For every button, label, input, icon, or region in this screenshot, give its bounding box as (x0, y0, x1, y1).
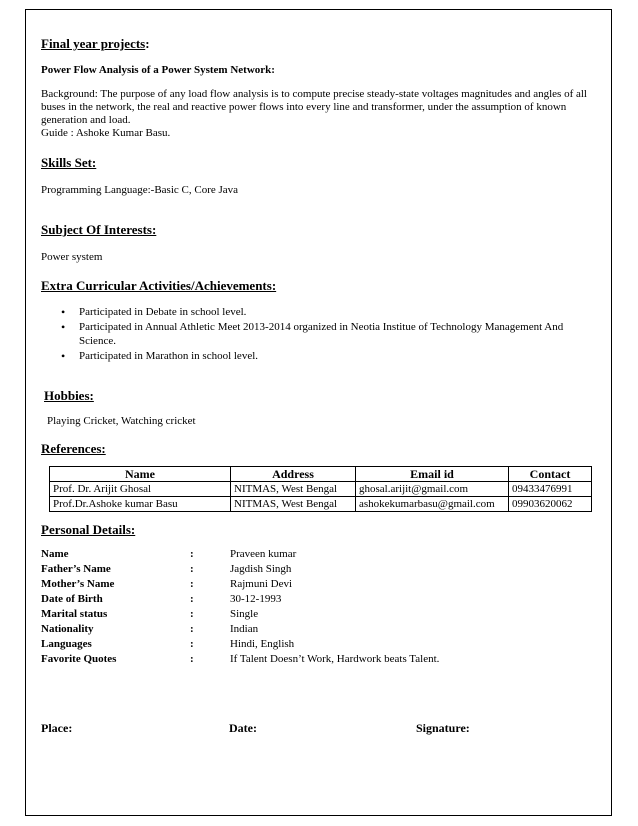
personal-label: Nationality (41, 623, 94, 635)
reference-email: ghosal.arijit@gmail.com (356, 482, 509, 497)
date-label: Date: (229, 721, 257, 735)
reference-name: Prof.Dr.Ashoke kumar Basu (50, 497, 231, 512)
separator: : (190, 653, 194, 665)
interests-text: Power system (41, 251, 103, 263)
personal-value: Praveen kumar (230, 548, 297, 560)
personal-value: 30-12-1993 (230, 593, 282, 605)
skills-text: Programming Language:-Basic C, Core Java (41, 184, 239, 196)
personal-value: Rajmuni Devi (230, 578, 293, 590)
personal-label: Marital status (41, 608, 108, 620)
separator: : (190, 593, 194, 605)
hobbies-heading: Hobbies: (44, 388, 94, 403)
column-header: Contact (509, 467, 592, 482)
list-item: • Participated in Marathon in school level. (41, 350, 596, 364)
reference-name: Prof. Dr. Arijit Ghosal (50, 482, 231, 497)
skills-heading: Skills Set: (41, 155, 97, 170)
activities-list (41, 306, 596, 365)
references-table (49, 466, 592, 512)
personal-label: Date of Birth (41, 593, 103, 605)
reference-email: ashokekumarbasu@gmail.com (356, 497, 509, 512)
table-row (50, 497, 592, 512)
separator: : (190, 623, 194, 635)
hobbies-text: Playing Cricket, Watching cricket (47, 415, 196, 427)
list-item: • Participated in Debate in school level. (41, 306, 596, 320)
table-row (50, 482, 592, 497)
personal-heading: Personal Details: (41, 522, 136, 537)
personal-label: Mother’s Name (41, 578, 115, 590)
personal-label: Favorite Quotes (41, 653, 117, 665)
column-header: Email id (356, 467, 509, 482)
personal-label: Languages (41, 638, 92, 650)
projects-heading: Final year projects: (41, 36, 150, 51)
references-heading: References: (41, 441, 106, 456)
personal-value: Jagdish Singh (230, 563, 292, 575)
activities-heading: Extra Curricular Activities/Achievements: (41, 278, 277, 293)
personal-value: Hindi, English (230, 638, 295, 650)
personal-label: Name (41, 548, 69, 560)
project-title: Power Flow Analysis of a Power System Network: (41, 64, 275, 76)
separator: : (190, 548, 194, 560)
reference-address: NITMAS, West Bengal (231, 497, 356, 512)
list-item: • Participated in Annual Athletic Meet 2013-2014 organized in Neotia Institue of Technology Management And Science. (41, 321, 596, 348)
separator: : (190, 608, 194, 620)
place-label: Place: (41, 721, 73, 735)
personal-value: Single (230, 608, 259, 620)
personal-label: Father’s Name (41, 563, 111, 575)
project-guide: Guide : Ashoke Kumar Basu. (41, 127, 171, 139)
separator: : (190, 578, 194, 590)
interests-heading: Subject Of Interests: (41, 222, 157, 237)
project-background: Background: The purpose of any load flow analysis is to compute precise steady-state voltages magnitudes and angles of all buses in the network, the real and reactive power flows into every line and transformer, under the assumption of known generation and load. (41, 88, 587, 126)
separator: : (190, 563, 194, 575)
signature-label: Signature: (416, 721, 470, 735)
column-header: Address (231, 467, 356, 482)
table-header-row (50, 467, 592, 482)
column-header: Name (50, 467, 231, 482)
separator: : (190, 638, 194, 650)
personal-value: Indian (230, 623, 259, 635)
reference-contact: 09903620062 (509, 497, 592, 512)
reference-contact: 09433476991 (509, 482, 592, 497)
reference-address: NITMAS, West Bengal (231, 482, 356, 497)
personal-value: If Talent Doesn’t Work, Hardwork beats Talent. (230, 653, 440, 665)
